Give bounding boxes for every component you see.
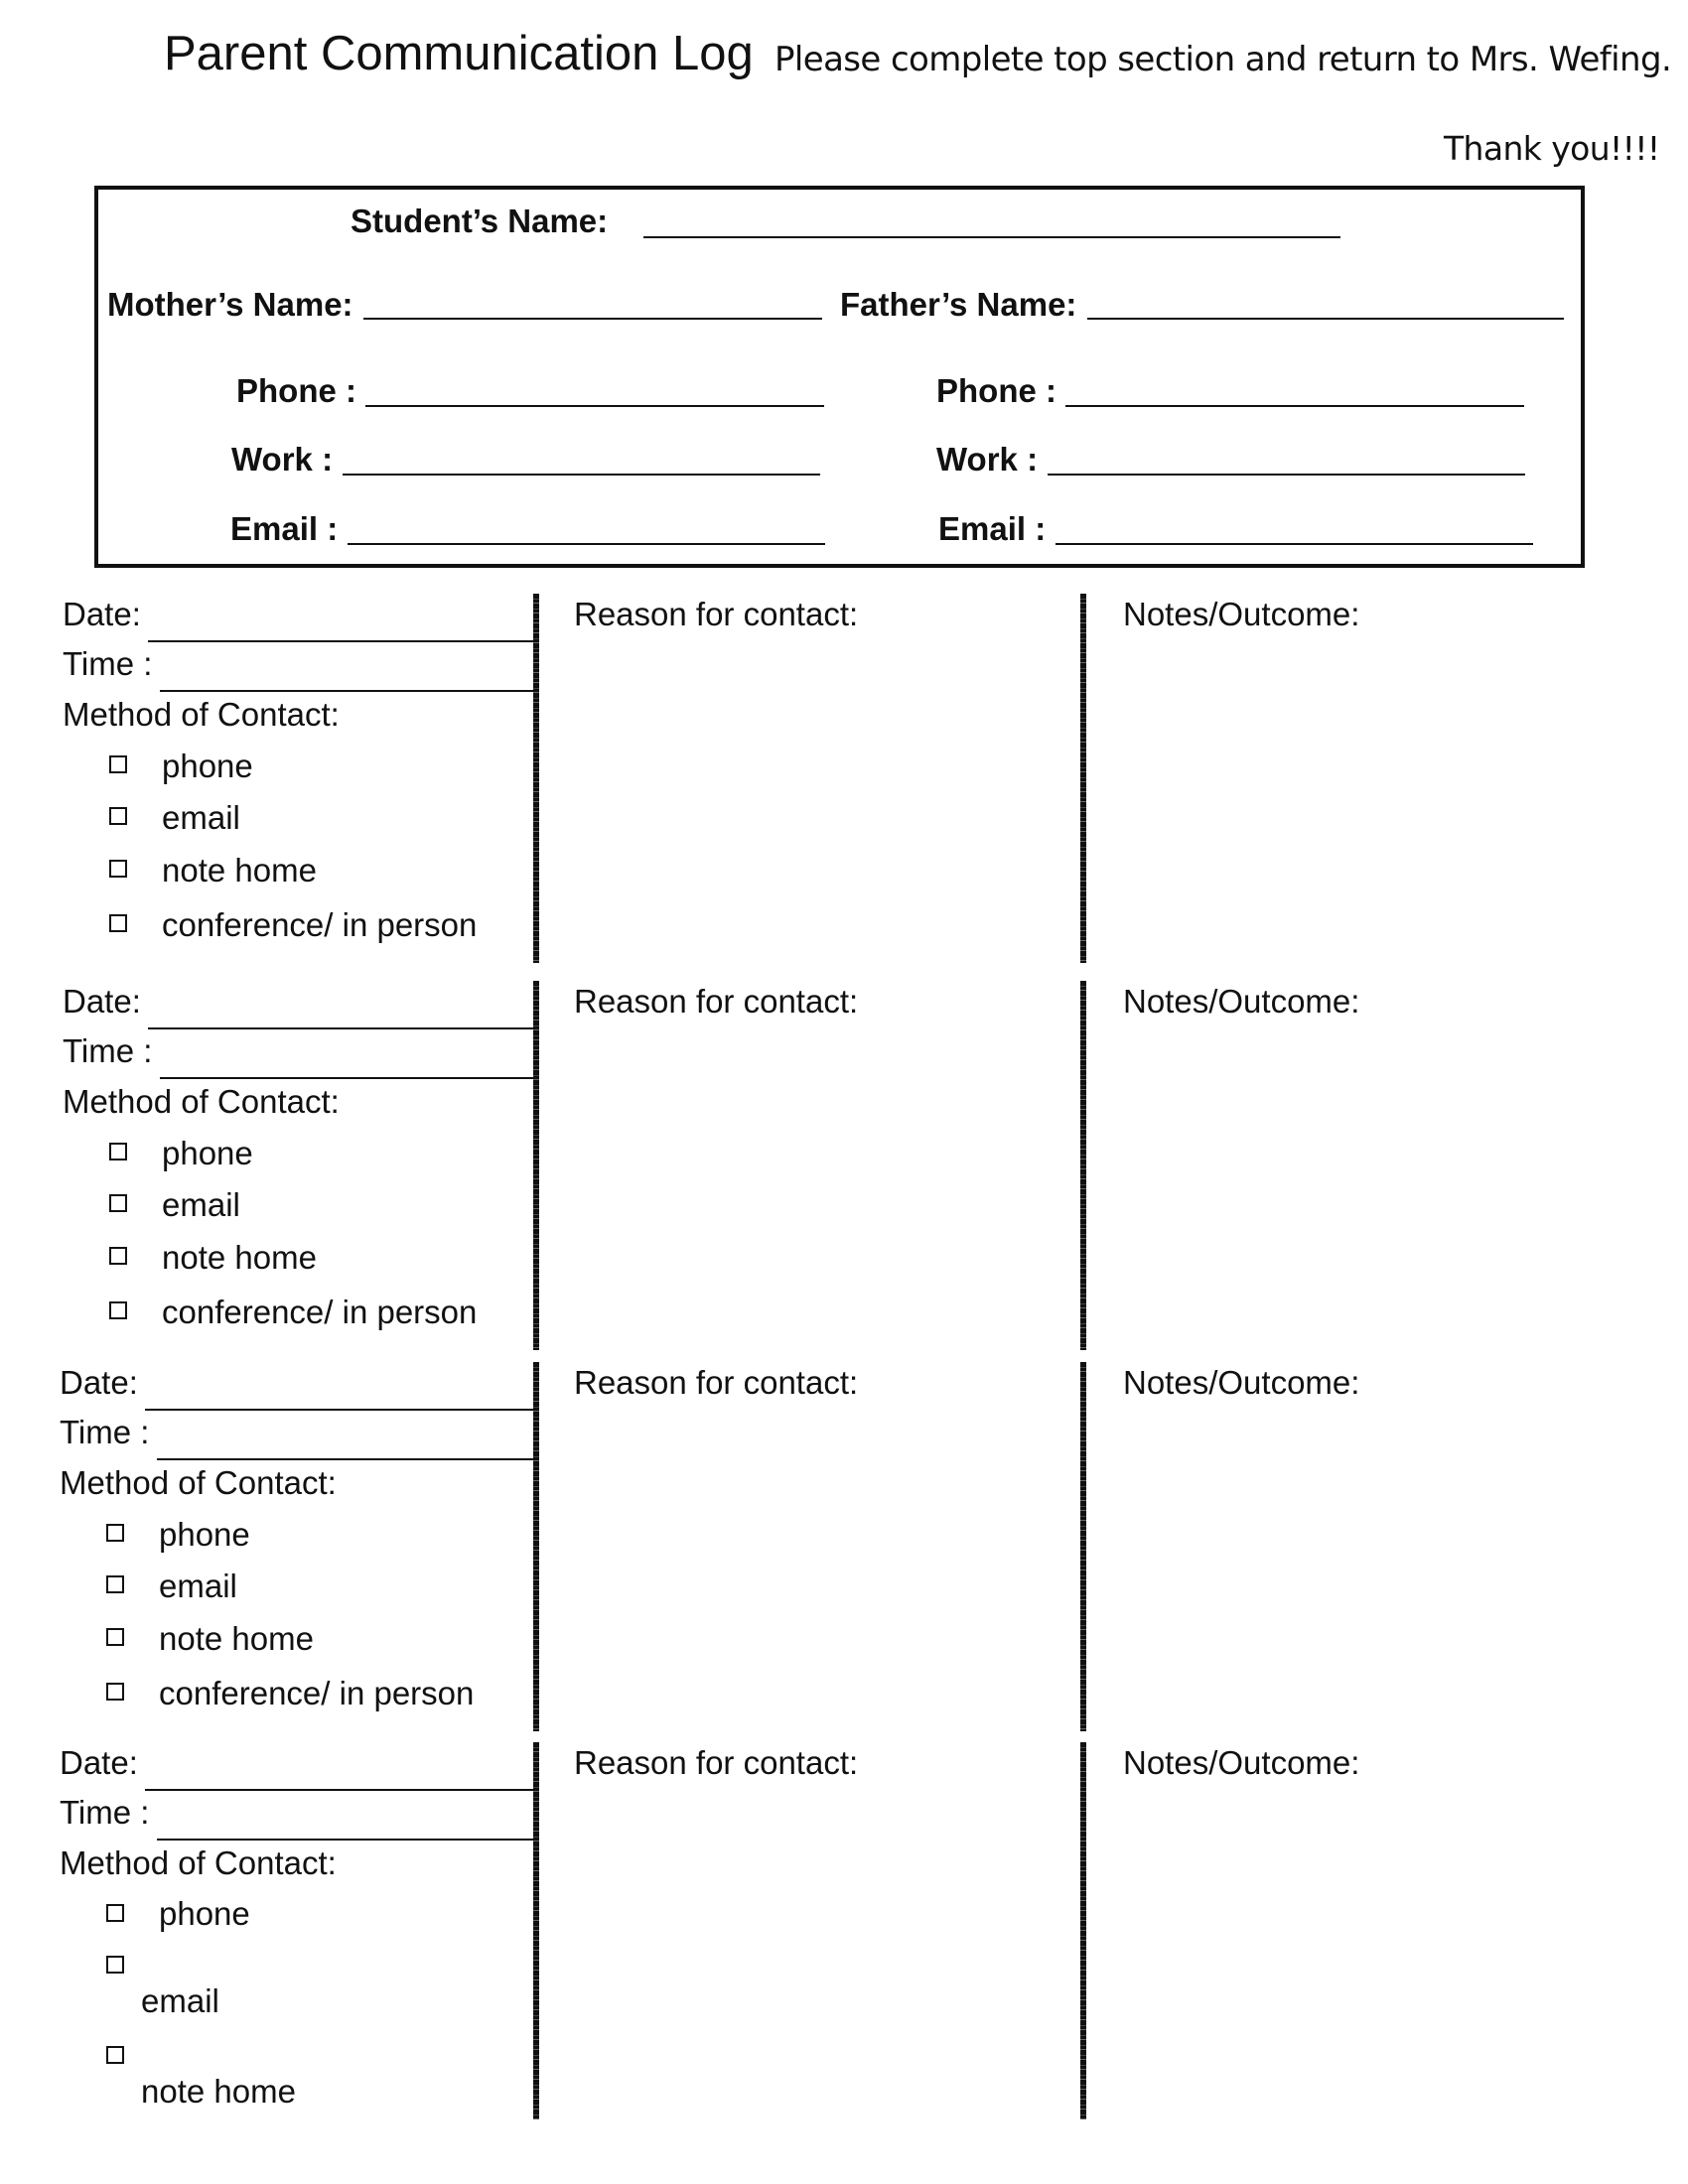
mother-phone-label: Phone : (236, 372, 356, 409)
column-divider (1080, 981, 1086, 1350)
mother-email-label: Email : (230, 510, 339, 547)
column-divider (533, 981, 539, 1350)
method-checkbox[interactable] (109, 914, 127, 932)
method-option-label: phone (159, 1895, 250, 1932)
time-label: Time : (60, 1794, 150, 1831)
column-divider (1080, 1742, 1086, 2119)
time-label: Time : (63, 1032, 153, 1069)
method-checkbox[interactable] (109, 1247, 127, 1265)
column-divider (533, 1362, 539, 1731)
date-field[interactable] (148, 640, 538, 642)
instruction-text: Please complete top section and return to Mrs. Wefing. (774, 40, 1672, 79)
method-of-contact-label: Method of Contact: (60, 1464, 337, 1501)
method-option-label: conference/ in person (159, 1675, 475, 1711)
father-work-field[interactable] (1048, 474, 1525, 476)
mother-name-field[interactable] (363, 318, 822, 320)
student-name-field[interactable] (643, 236, 1340, 238)
column-divider (1080, 1362, 1086, 1731)
father-work-label: Work : (936, 441, 1039, 478)
mother-work-label: Work : (231, 441, 334, 478)
method-checkbox[interactable] (106, 1628, 124, 1646)
date-field[interactable] (145, 1789, 538, 1791)
column-divider (1080, 594, 1086, 963)
mother-work-field[interactable] (343, 474, 820, 476)
method-checkbox[interactable] (106, 1575, 124, 1593)
method-checkbox[interactable] (106, 1904, 124, 1922)
date-label: Date: (60, 1364, 138, 1401)
method-of-contact-label: Method of Contact: (63, 1083, 340, 1120)
method-of-contact-label: Method of Contact: (63, 696, 340, 733)
mother-email-field[interactable] (348, 543, 825, 545)
column-divider (533, 1742, 539, 2119)
time-label: Time : (63, 645, 153, 682)
father-phone-field[interactable] (1065, 405, 1524, 407)
method-checkbox[interactable] (109, 1301, 127, 1319)
father-phone-label: Phone : (936, 372, 1056, 409)
date-label: Date: (63, 596, 141, 632)
method-checkbox[interactable] (106, 1524, 124, 1542)
date-label: Date: (63, 983, 141, 1020)
mother-phone-field[interactable] (365, 405, 824, 407)
student-name-label: Student’s Name: (351, 203, 609, 239)
method-of-contact-label: Method of Contact: (60, 1844, 337, 1881)
method-checkbox[interactable] (106, 1683, 124, 1701)
method-option-label: note home (159, 1620, 314, 1657)
method-option-label: note home (141, 2073, 296, 2110)
method-option-label: conference/ in person (162, 906, 478, 943)
method-option-label: phone (162, 1135, 253, 1171)
method-checkbox[interactable] (109, 860, 127, 878)
father-email-field[interactable] (1055, 543, 1533, 545)
date-label: Date: (60, 1744, 138, 1781)
father-name-field[interactable] (1087, 318, 1564, 320)
reason-for-contact-label: Reason for contact: (574, 1744, 859, 1781)
time-field[interactable] (157, 1839, 538, 1841)
notes-outcome-label: Notes/Outcome: (1123, 983, 1360, 1020)
father-name-label: Father’s Name: (840, 286, 1077, 323)
reason-for-contact-label: Reason for contact: (574, 1364, 859, 1401)
method-checkbox[interactable] (106, 2046, 124, 2064)
method-checkbox[interactable] (109, 807, 127, 825)
method-option-label: email (162, 799, 240, 836)
time-label: Time : (60, 1414, 150, 1450)
method-option-label: conference/ in person (162, 1294, 478, 1330)
method-option-label: note home (162, 852, 317, 888)
method-option-label: email (159, 1568, 237, 1604)
time-field[interactable] (160, 1077, 538, 1079)
method-option-label: note home (162, 1239, 317, 1276)
method-checkbox[interactable] (109, 1143, 127, 1160)
method-option-label: email (162, 1186, 240, 1223)
time-field[interactable] (160, 690, 538, 692)
method-option-label: phone (159, 1516, 250, 1553)
notes-outcome-label: Notes/Outcome: (1123, 1364, 1360, 1401)
date-field[interactable] (145, 1409, 538, 1411)
notes-outcome-label: Notes/Outcome: (1123, 1744, 1360, 1781)
time-field[interactable] (157, 1458, 538, 1460)
method-option-label: email (141, 1982, 219, 2019)
page-title: Parent Communication Log (164, 27, 754, 80)
reason-for-contact-label: Reason for contact: (574, 596, 859, 632)
thank-you-text: Thank you!!!! (1444, 129, 1660, 168)
date-field[interactable] (148, 1027, 538, 1029)
method-checkbox[interactable] (109, 1194, 127, 1212)
column-divider (533, 594, 539, 963)
method-checkbox[interactable] (109, 755, 127, 773)
method-checkbox[interactable] (106, 1956, 124, 1974)
notes-outcome-label: Notes/Outcome: (1123, 596, 1360, 632)
mother-name-label: Mother’s Name: (107, 286, 353, 323)
reason-for-contact-label: Reason for contact: (574, 983, 859, 1020)
method-option-label: phone (162, 748, 253, 784)
father-email-label: Email : (938, 510, 1047, 547)
